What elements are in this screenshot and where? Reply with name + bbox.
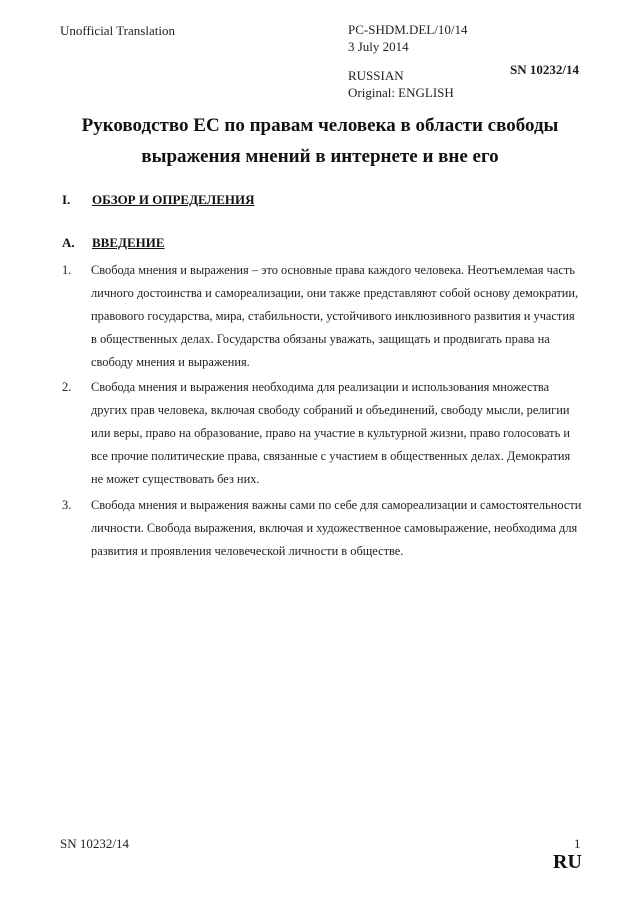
paragraph-number: 1. bbox=[62, 263, 72, 277]
original-language: Original: ENGLISH bbox=[348, 85, 454, 100]
document-code: PC-SHDM.DEL/10/14 bbox=[348, 22, 468, 37]
section-label: ОБЗОР И ОПРЕДЕЛЕНИЯ bbox=[92, 192, 255, 207]
paragraph-1 bbox=[62, 259, 582, 374]
document-date: 3 July 2014 bbox=[348, 39, 409, 54]
section-number: A. bbox=[62, 235, 75, 250]
unofficial-translation-label: Unofficial Translation bbox=[60, 23, 175, 38]
footer-sn-number: SN 10232/14 bbox=[60, 836, 129, 851]
section-heading-introduction bbox=[62, 235, 462, 253]
paragraph-number: 2. bbox=[62, 380, 72, 394]
document-title-line-1: Руководство ЕС по правам человека в области свободы bbox=[81, 115, 559, 136]
document-title-line-2: выражения мнений в интернете и вне его bbox=[141, 146, 499, 167]
paragraph-number: 3. bbox=[62, 498, 72, 512]
paragraph-text: Свобода мнения и выражения – это основные права каждого человека. Неотъемлемая часть личного достоинства и самореализации, они также представляют собой основу демократии, правового государства, мира, стабильности, устойчивого инклюзивного развития и участия в общественных делах. Государства обязаны уважать, защищать и продвигать права на свободу мнения и выражения. bbox=[91, 263, 579, 369]
paragraph-3 bbox=[62, 494, 582, 563]
paragraph-text: Свобода мнения и выражения необходима для реализации и использования множества других прав человека, включая свободу собраний и объединений, свободу мысли, религии или веры, право на образование, право на участие в культурной жизни, право голосовать и все прочие политические права, связанные с участием в общественных делах. Демократия не может существовать без них. bbox=[91, 380, 571, 486]
document-language: RUSSIAN bbox=[348, 68, 404, 83]
paragraph-text: Свобода мнения и выражения важны сами по себе для самореализации и самостоятельности личности. Свобода выражения, включая и художественное самовыражение, необходима для развития и проявления человеческой личности в обществе. bbox=[91, 498, 582, 558]
document-title bbox=[60, 110, 580, 172]
paragraph-2 bbox=[62, 376, 582, 491]
section-label: ВВЕДЕНИЕ bbox=[92, 235, 165, 250]
section-heading-overview bbox=[62, 192, 462, 210]
sn-number-header: SN 10232/14 bbox=[510, 62, 579, 77]
page-number: 1 bbox=[574, 836, 581, 851]
language-code: RU bbox=[553, 851, 582, 873]
section-number: I. bbox=[62, 192, 71, 207]
